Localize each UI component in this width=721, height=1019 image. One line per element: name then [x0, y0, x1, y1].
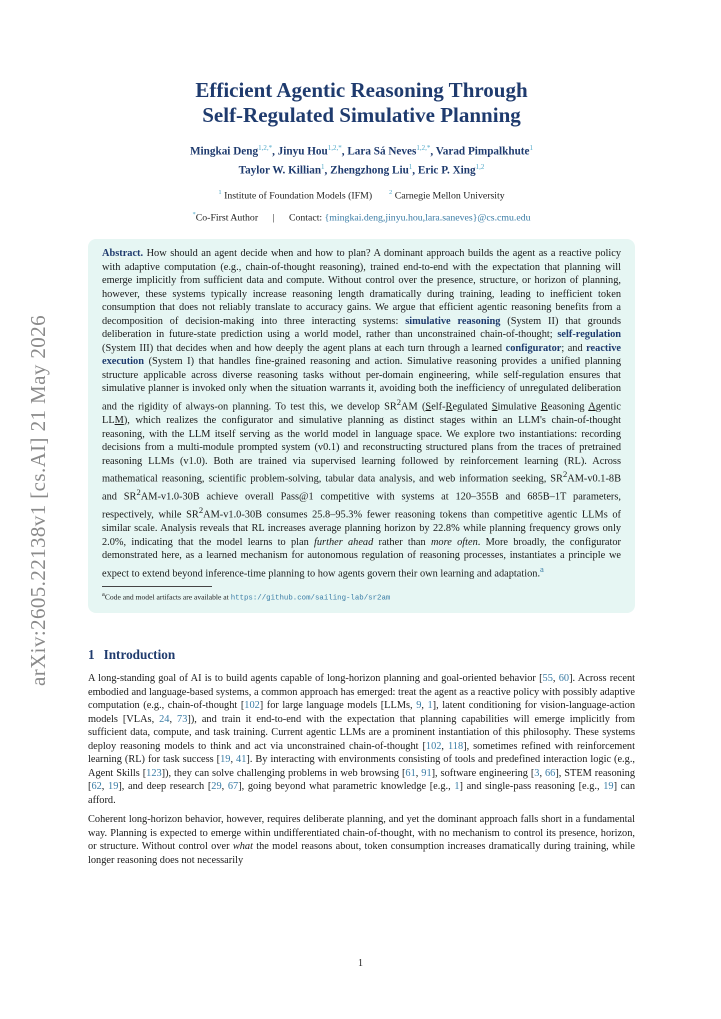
- citation-link[interactable]: 3: [534, 767, 540, 779]
- intro-paragraph-2: [88, 813, 635, 867]
- author-name: Varad Pimpalkhute: [435, 145, 530, 158]
- abstract-segment: (System II) that grounds deliberation in future-state prediction using a world model, rather than unconstrained chain-of-thought;: [102, 315, 621, 341]
- superscript: 2: [396, 397, 402, 408]
- page-number: 1: [358, 958, 363, 969]
- affiliations: [88, 186, 635, 202]
- emphasis: more often: [430, 536, 478, 548]
- abstract-segment: How should an agent decide when and how to plan? A dominant approach builds the agent as a reactive policy with adaptive computation (e.g., chain-of-thought reasoning), trained end-to-end with the expectation that planning will emerge implicitly from sufficient data and compute. Without control over the presence, structure, or horizon of planning, however, these systems typically increase reasoning length dramatically during training, leading to inefficient token consumption that does not reliably translate to accuracy gains. We argue that efficient agentic reasoning benefits from a decomposition of decision-making into three interacting systems:: [102, 248, 621, 327]
- citation-link[interactable]: 62: [91, 781, 102, 793]
- citation-link[interactable]: 29: [211, 781, 222, 793]
- text-segment: ,: [539, 767, 545, 779]
- superscript: 2: [198, 505, 204, 516]
- citation-link[interactable]: 55: [542, 673, 553, 685]
- abstract-box: [88, 239, 635, 613]
- footnote-mark: a: [102, 590, 105, 598]
- citation-link[interactable]: 102: [244, 700, 260, 712]
- abstract-segment: . More broadly, the configurator demonstrated here, as a learned mechanism for autonomous regulation of reasoning processes, instantiates a principle we expect to extend beyond inference-time planning to how agents govern their own learning and adaptation.: [102, 536, 622, 580]
- arxiv-sidebar: [20, 290, 56, 710]
- author-name: Eric P. Xing: [417, 164, 476, 177]
- text-segment: ,: [441, 740, 448, 752]
- text-segment: ], latent conditioning for vision-language-action models [VLAs,: [88, 700, 636, 725]
- text-segment: ] for large language models [LLMs,: [259, 700, 417, 712]
- superscript: 2: [136, 487, 141, 498]
- contact-line: [88, 208, 635, 224]
- citation-link[interactable]: 41: [236, 754, 247, 766]
- section-title: Introduction: [103, 647, 176, 663]
- author-affil-sup: 1: [529, 144, 533, 152]
- text-segment: ] can afford.: [88, 781, 635, 806]
- text-segment: ]. Across recent embodied and language-based systems, a common approach has emerged: treat the agent as a reactive policy with possibly adaptive computation (e.g., chain-of-thought [: [88, 673, 635, 712]
- author-name: Lara Sá Neves: [347, 145, 417, 158]
- citation-link[interactable]: 73: [177, 713, 188, 725]
- abstract-segment: AM (: [401, 401, 426, 413]
- citation-link[interactable]: 118: [447, 740, 464, 752]
- text-segment: the model reasons about, token consumption increases dramatically during training, while longer reasoning does not necessarily: [88, 841, 635, 866]
- abstract-segment: (System III) that decides when and how deeply the agent plans at each turn through a learned: [102, 342, 506, 354]
- author-name: Jinyu Hou: [277, 145, 328, 158]
- author-affil-sup: 1,2,*: [327, 144, 342, 152]
- abstract-label: Abstract.: [102, 248, 144, 259]
- title-line-1: Efficient Agentic Reasoning Through: [195, 78, 528, 102]
- abstract-segment: rather than: [373, 536, 431, 548]
- affil-sup: 2: [389, 189, 393, 197]
- text-segment: ]), they can solve challenging problems in web browsing [: [161, 767, 406, 779]
- citation-link[interactable]: 91: [421, 767, 432, 779]
- acronym-letter: S: [491, 401, 498, 413]
- contact-label: Contact:: [288, 212, 323, 223]
- citation-link[interactable]: 24: [159, 713, 170, 725]
- abstract-segment: AM-v1.0-30B achieve overall Pass@1 competitive with systems at 120–355B and 685B–1T parameters, respectively, while SR: [102, 491, 621, 521]
- contact-separator: |: [272, 212, 275, 223]
- text-segment: ,: [169, 713, 178, 725]
- author-affil-sup: 1,2: [475, 162, 485, 171]
- abstract-segment: imulative: [497, 401, 541, 413]
- footnote-marker[interactable]: a: [540, 563, 544, 574]
- abstract-segment: egulated: [452, 401, 492, 413]
- author-affil-sup: 1,2,*: [416, 144, 431, 152]
- text-segment: ,: [101, 781, 109, 793]
- text-segment: ], going beyond what parametric knowledge [e.g.,: [238, 781, 455, 793]
- text-segment: ] and single-pass reasoning [e.g.,: [459, 781, 604, 793]
- cofirst-note: Co-First Author: [195, 212, 259, 223]
- text-segment: ,: [552, 673, 559, 685]
- author-list: [88, 141, 635, 178]
- abstract-segment: (System I) that handles fine-grained reasoning and action. Simulative reasoning provides a unified planning structure applicable across diverse reasoning tasks without per-domain engineering, while self-regulation ensures that simulative planner is invoked only when the situation warrants it, avoiding both the inefficiency of unregulated deliberation and the rigidity of always-on planning. To test this, we develop SR: [102, 356, 621, 413]
- author-affil-sup: 1: [408, 162, 413, 171]
- text-segment: ,: [221, 781, 228, 793]
- section-number: 1: [88, 647, 95, 663]
- citation-link[interactable]: 19: [108, 781, 119, 793]
- author-affil-sup: 1: [321, 162, 325, 171]
- author-name: Zhengzhong Liu: [330, 164, 409, 177]
- footnote-rule: [102, 586, 212, 587]
- abstract-segment: ), which realizes the configurator and simulative planning as distinct stages within an LLM's chain-of-thought reasoning, with the LLM itself serving as the world model in language space. We explore two instantiations: recording decisions from a multi-module prompted system (v0.1) and reconstructing structured plans from the traces of pretrained reasoning LLMs (v1.0). Both are trained via supervised learning followed by reinforcement learning (RL). Across mathematical reasoning, scientific problem-solving, tabular data analysis, and web information seeking, SR: [102, 415, 621, 485]
- text-segment: ], sometimes refined with reinforcement learning (RL) for task success [: [88, 740, 635, 766]
- citation-link[interactable]: 67: [227, 781, 239, 793]
- text-segment: Coherent long-horizon behavior, however, requires deliberate planning, and yet the dominant approach falls short in a fundamental way. Planning is expected to emerge within undifferentiated chain-of-thought, with no mechanism to control its presence, horizon, or structure. Without control over: [88, 814, 635, 853]
- citation-link[interactable]: 19: [220, 754, 231, 766]
- arxiv-identifier: arXiv:2605.22138v1 [cs.AI] 21 May 2026: [25, 314, 50, 686]
- text-segment: ], software engineering [: [431, 767, 535, 779]
- text-segment: ,: [421, 700, 428, 712]
- emphasis: what: [232, 841, 253, 853]
- abstract-text: [102, 247, 621, 581]
- citation-link[interactable]: 102: [425, 740, 442, 752]
- text-segment: ,: [415, 767, 422, 779]
- paper-page: [88, 78, 635, 867]
- authors-line-2: Taylor W. Killian$^1$, Zhengzhong Liu$^1$, Eric P. Xing$^{1,2}$: [238, 162, 485, 177]
- author-affil-sup: 1,2,*: [258, 144, 273, 152]
- citation-link[interactable]: 66: [544, 767, 556, 779]
- affiliation-ifm: Institute of Foundation Models (IFM): [224, 190, 373, 202]
- footnote: [102, 590, 621, 604]
- citation-link[interactable]: 9: [416, 700, 422, 712]
- paper-title: [88, 78, 635, 128]
- abstract-segment: ; and: [561, 342, 587, 354]
- text-segment: ,: [230, 754, 237, 766]
- acronym-letter: R: [445, 401, 453, 413]
- superscript: 2: [562, 469, 568, 480]
- authors-line-1: Mingkai Deng$^{1,2,*}$, Jinyu Hou$^{1,2,*}$, Lara Sá Neves$^{1,2,*}$, Varad Pimpalkhute$^1$: [190, 144, 533, 158]
- section-heading: [88, 647, 635, 663]
- citation-link[interactable]: 123: [146, 767, 162, 779]
- highlight-configurator: configurator: [505, 342, 562, 354]
- acronym-letter: M: [114, 415, 124, 426]
- citation-link[interactable]: 1: [427, 700, 433, 712]
- abstract-segment: easoning: [547, 401, 589, 413]
- acronym-letter: A: [588, 401, 596, 413]
- text-segment: A long-standing goal of AI is to build agents capable of long-horizon planning and goal-oriented behavior [: [88, 673, 543, 685]
- acronym-letter: R: [540, 401, 548, 413]
- text-segment: ]. By interacting with environments consisting of tools and predefined interaction logic (e.g., Agent Skills [: [88, 754, 635, 779]
- title-line-2: Self-Regulated Simulative Planning: [202, 103, 521, 127]
- emphasis: further ahead: [314, 536, 374, 548]
- author-name: Taylor W. Killian: [238, 164, 322, 177]
- highlight-reactive-execution: reactive execution: [102, 342, 621, 368]
- abstract-segment: AM-v1.0-30B consumes 25.8–95.3% fewer reasoning tokens than competitive agentic LLMs of similar scale. Analysis reveals that RL increases average planning horizon by 22.8% while planning frequency grows only 2.0%, indicating that the model learns to plan: [102, 509, 621, 548]
- affiliation-cmu: Carnegie Mellon University: [394, 190, 505, 202]
- text-segment: ], and deep research [: [118, 781, 212, 793]
- contact-email-link[interactable]: {mingkai.deng,jinyu.hou,lara.saneves}@cs.cmu.edu: [324, 212, 531, 223]
- highlight-self-regulation: self-regulation: [557, 329, 621, 341]
- footnote-text: Code and model artifacts are available at: [104, 592, 231, 602]
- cofirst-sup: *: [192, 210, 196, 218]
- citation-link[interactable]: 60: [558, 673, 570, 685]
- citation-link[interactable]: 1: [454, 781, 460, 793]
- affil-sup: 1: [218, 189, 222, 197]
- intro-paragraph-1: [88, 672, 635, 807]
- acronym-letter: S: [425, 401, 432, 413]
- author-name: Mingkai Deng: [190, 145, 259, 158]
- citation-link[interactable]: 61: [405, 767, 416, 779]
- abstract-segment: AM-v0.1-8B and SR: [102, 473, 621, 503]
- abstract-segment: elf-: [431, 401, 446, 413]
- highlight-simulative-reasoning: simulative reasoning: [405, 315, 501, 327]
- citation-link[interactable]: 19: [603, 781, 614, 793]
- abstract-segment: gentic LL: [102, 401, 621, 426]
- text-segment: ]), and train it end-to-end with the expectation that planning capabilities will emerge implicitly from sufficient data, compute, and task training. Current agentic LLMs are a prominent instantiation of this philosophy. These systems deploy reasoning models to think and act via unconstrained chain-of-thought [: [88, 713, 635, 752]
- code-url-link[interactable]: https://github.com/sailing-lab/sr2am: [230, 594, 391, 603]
- text-segment: ], STEM reasoning [: [88, 767, 636, 793]
